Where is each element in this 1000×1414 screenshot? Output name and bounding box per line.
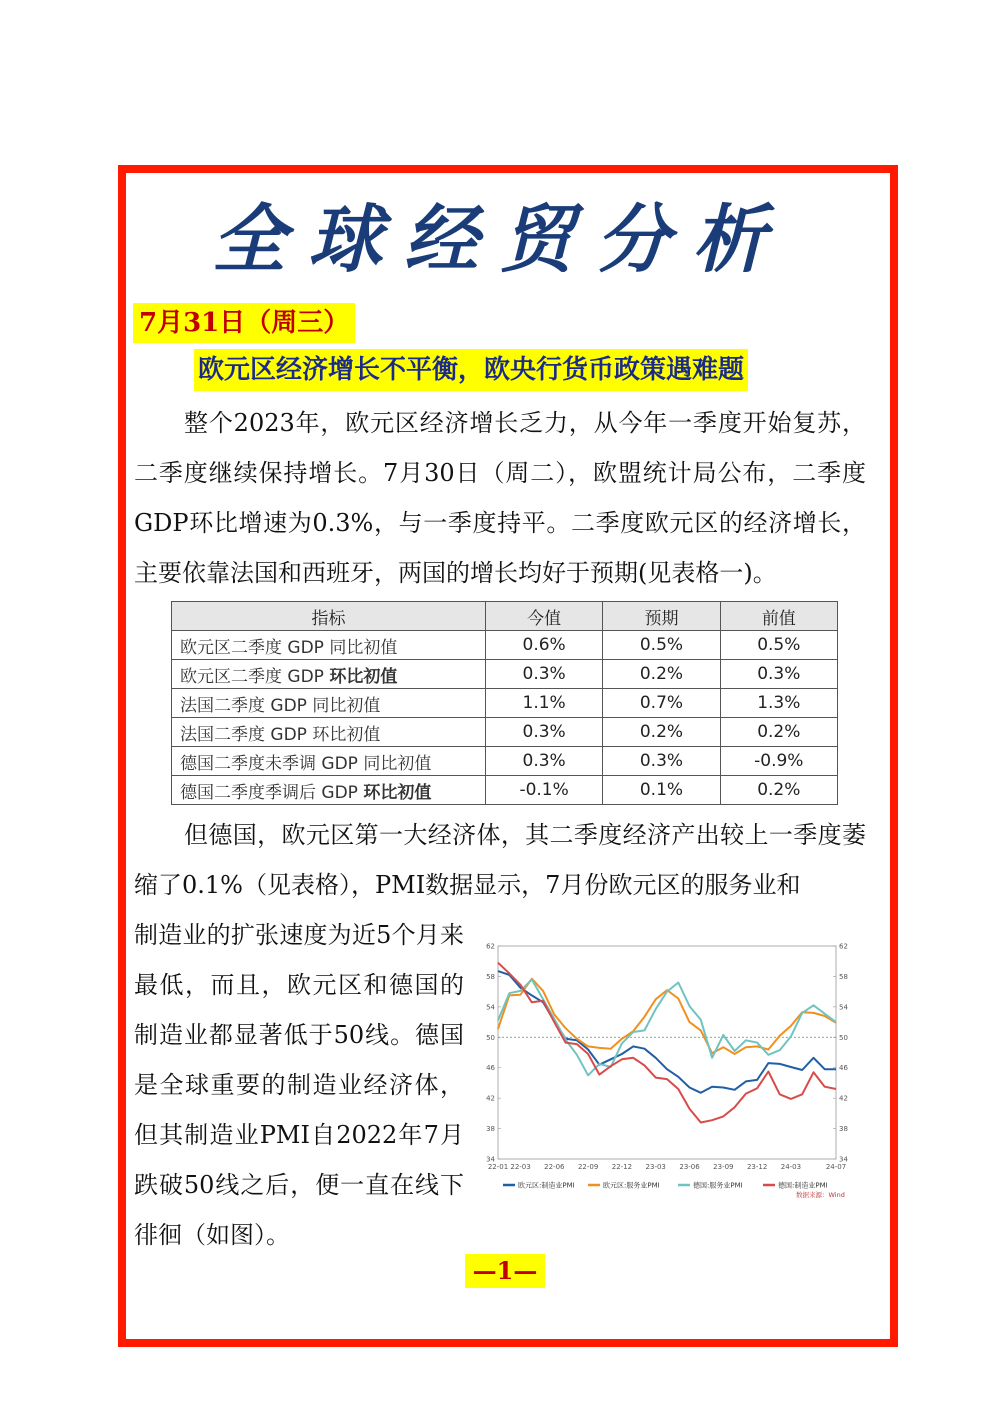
table-row bbox=[172, 689, 838, 718]
x-tick-label: 23-06 bbox=[679, 1163, 700, 1171]
table-row bbox=[172, 747, 838, 776]
y-tick-label-left: 62 bbox=[486, 942, 495, 951]
y-tick-label-right: 42 bbox=[839, 1094, 848, 1103]
table-header-row bbox=[172, 602, 838, 631]
x-tick-label: 22-12 bbox=[611, 1163, 633, 1171]
chart-source: 数据来源：Wind bbox=[796, 1191, 845, 1199]
date-label: 7月31日（周三） bbox=[133, 303, 355, 343]
y-tick-label-right: 46 bbox=[839, 1064, 848, 1073]
y-tick-label-right: 62 bbox=[839, 942, 848, 951]
row-previous: 0.5% bbox=[720, 631, 837, 660]
row-label: 德国二季度季调后 GDP 环比初值 bbox=[172, 776, 486, 805]
masthead-title: 全球经贸分析 bbox=[212, 197, 788, 283]
header-current: 今值 bbox=[485, 602, 602, 631]
y-tick-label-left: 42 bbox=[486, 1094, 495, 1103]
x-tick-label: 22-03 bbox=[510, 1163, 531, 1171]
page-number: —1— bbox=[465, 1254, 545, 1288]
y-tick-label-left: 38 bbox=[486, 1125, 495, 1134]
x-tick-label: 24-03 bbox=[780, 1163, 802, 1171]
x-tick-label: 24-07 bbox=[825, 1163, 847, 1171]
pmi-line-chart bbox=[478, 935, 866, 1205]
table-row bbox=[172, 631, 838, 660]
y-tick-label-left: 54 bbox=[486, 1003, 495, 1012]
row-previous: 0.2% bbox=[720, 718, 837, 747]
legend-label: 德国:服务业PMI bbox=[693, 1181, 743, 1190]
row-forecast: 0.2% bbox=[603, 660, 720, 689]
x-tick-label: 22-09 bbox=[577, 1163, 599, 1171]
y-tick-label-right: 50 bbox=[839, 1033, 848, 1042]
table-row bbox=[172, 776, 838, 805]
series-line bbox=[498, 980, 836, 1076]
row-label: 法国二季度 GDP 同比初值 bbox=[172, 689, 486, 718]
x-tick-label: 23-12 bbox=[746, 1163, 768, 1171]
paragraph-3: 制造业的扩张速度为近5个月来最低，而且，欧元区和德国的制造业都显著低于50线。德国是全球重要的制造业经济体，但其制造业PMI自2022年7月跌破50线之后，便一直在线下徘徊（如图）。 bbox=[134, 921, 464, 1249]
row-previous: 1.3% bbox=[720, 689, 837, 718]
row-previous: 0.3% bbox=[720, 660, 837, 689]
row-previous: -0.9% bbox=[720, 747, 837, 776]
y-tick-label-left: 34 bbox=[486, 1155, 495, 1164]
table-row bbox=[172, 718, 838, 747]
y-tick-label-left: 46 bbox=[486, 1064, 495, 1073]
y-tick-label-left: 50 bbox=[486, 1033, 495, 1042]
row-forecast: 0.3% bbox=[603, 747, 720, 776]
x-tick-label: 22-01 bbox=[487, 1163, 509, 1171]
legend-label: 欧元区:制造业PMI bbox=[518, 1181, 575, 1190]
row-forecast: 0.2% bbox=[603, 718, 720, 747]
row-current: 1.1% bbox=[485, 689, 602, 718]
row-forecast: 0.1% bbox=[603, 776, 720, 805]
row-label: 德国二季度未季调 GDP 同比初值 bbox=[172, 747, 486, 776]
x-tick-label: 22-06 bbox=[544, 1163, 565, 1171]
y-tick-label-right: 54 bbox=[839, 1003, 848, 1012]
y-tick-label-left: 58 bbox=[486, 972, 495, 981]
row-current: -0.1% bbox=[485, 776, 602, 805]
legend-label: 欧元区:服务业PMI bbox=[603, 1181, 660, 1190]
row-forecast: 0.5% bbox=[603, 631, 720, 660]
row-label: 欧元区二季度 GDP 同比初值 bbox=[172, 631, 486, 660]
y-tick-label-right: 34 bbox=[839, 1155, 848, 1164]
row-current: 0.3% bbox=[485, 718, 602, 747]
x-tick-label: 23-03 bbox=[645, 1163, 666, 1171]
article-headline: 欧元区经济增长不平衡，欧央行货币政策遇难题 bbox=[194, 349, 748, 391]
y-tick-label-right: 38 bbox=[839, 1125, 848, 1134]
row-current: 0.3% bbox=[485, 747, 602, 776]
row-current: 0.6% bbox=[485, 631, 602, 660]
plot-area bbox=[498, 946, 836, 1159]
paragraph-1: 整个2023年，欧元区经济增长乏力，从今年一季度开始复苏，二季度继续保持增长。7月30日（周二），欧盟统计局公布，二季度GDP环比增速为0.3%，与一季度持平。二季度欧元区的经济增长，主要依靠法国和西班牙，两国的增长均好于预期(见表格一)。 bbox=[134, 409, 866, 587]
row-current: 0.3% bbox=[485, 660, 602, 689]
x-tick-label: 23-09 bbox=[713, 1163, 734, 1171]
legend-label: 德国:制造业PMI bbox=[778, 1181, 828, 1190]
row-label: 法国二季度 GDP 环比初值 bbox=[172, 718, 486, 747]
table-row bbox=[172, 660, 838, 689]
header-forecast: 预期 bbox=[603, 602, 720, 631]
header-previous: 前值 bbox=[720, 602, 837, 631]
y-tick-label-right: 58 bbox=[839, 972, 848, 981]
header-indicator: 指标 bbox=[172, 602, 486, 631]
paragraph-2: 但德国，欧元区第一大经济体，其二季度经济产出较上一季度萎缩了0.1%（见表格），PMI数据显示，7月份欧元区的服务业和 bbox=[134, 821, 866, 899]
pmi-chart-svg bbox=[478, 935, 866, 1205]
gdp-table bbox=[171, 601, 838, 805]
row-previous: 0.2% bbox=[720, 776, 837, 805]
row-label: 欧元区二季度 GDP 环比初值 bbox=[172, 660, 486, 689]
row-forecast: 0.7% bbox=[603, 689, 720, 718]
